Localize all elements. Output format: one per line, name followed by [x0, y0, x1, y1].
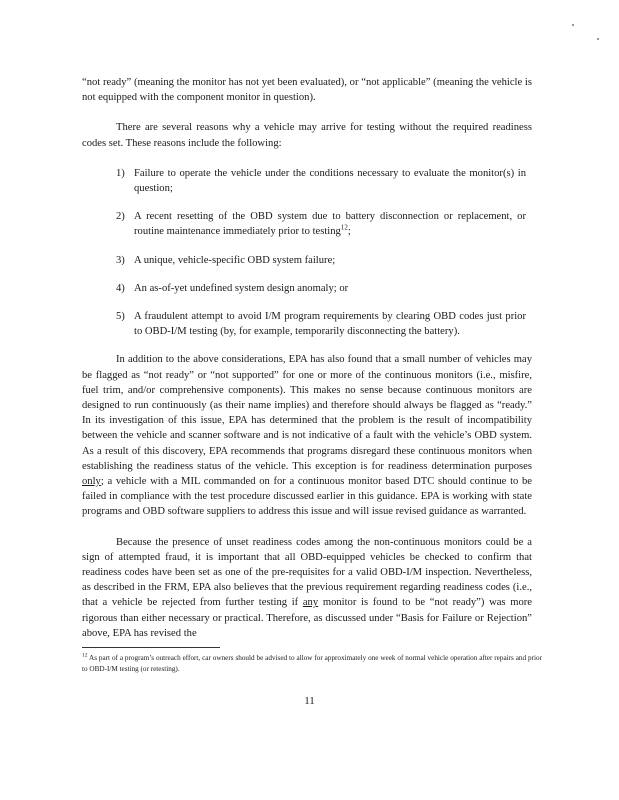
list-item [82, 309, 532, 339]
list-text: A fraudulent attempt to avoid I/M program requirements by clearing OBD codes just prior to OBD-I/M testing (by, for example, temporarily disconnecting the battery). [134, 311, 526, 338]
text-run: Because the presence of unset readiness codes among the non-continuous monitors could be a sign of attempted fraud, it is important that all OBD-equipped vehicles be checked to confirm that readiness codes have been set as one of the pre-requisites for a valid OBD-I/M inspection. Nevertheless, as described in the FRM, EPA also believes that the previous requirement regarding readiness codes (i.e., that a vehicle be rejected from further testing if [82, 536, 532, 609]
list-text-tail: ; [347, 226, 351, 238]
list-number: 1) [116, 167, 125, 179]
text-run: ; a vehicle with a MIL commanded on for a continuous monitor based DTC should continue to be failed in compliance with the test procedure discussed earlier in this guidance. EPA is working with state programs and OBD software suppliers to address this issue and will issue revised guidance as warranted. [82, 476, 532, 518]
list-text: Failure to operate the vehicle under the conditions necessary to evaluate the monitor(s) in question; [134, 167, 526, 195]
scan-speck [597, 38, 599, 40]
list-number: 4) [116, 282, 125, 294]
list-text: A unique, vehicle-specific OBD system failure; [134, 254, 336, 266]
list-number: 5) [116, 311, 125, 323]
footnote [82, 653, 542, 675]
body-text [82, 75, 532, 641]
text-run: monitor is found to be “not ready”) was more rigorous than either necessary or practical. Therefore, as discussed under “Basis for Failure or Rejection” above, EPA has revised the [82, 597, 532, 639]
list-number: 2) [116, 211, 125, 223]
list-text: An as-of-yet undefined system design anomaly; or [134, 282, 349, 294]
list-item [82, 281, 532, 296]
scan-speck [572, 24, 574, 26]
list-item [82, 253, 532, 268]
paragraph-reasons-intro: There are several reasons why a vehicle may arrive for testing without the required readiness codes set. These reasons include the following: [82, 122, 532, 149]
underlined-word: any [302, 597, 319, 609]
list-number: 3) [116, 254, 125, 266]
reasons-list [82, 166, 532, 340]
underlined-word: only [82, 476, 101, 488]
text-run: In addition to the above considerations, EPA has also found that a small number of vehicles may be flagged as “not ready” or “not supported” for one or more of the continuous monitors (i.e., misfire, fuel trim, and/or comprehensive components). This makes no sense because continuous monitors are designed to run continuously (as their name implies) and therefore should always be flagged as “ready.” In its investigation of this issue, EPA has determined that the problem is the result of incompatibility between the vehicle and scanner software and is not indicative of a fault with the vehicle’s OBD system. As a result of this discovery, EPA recommends that programs disregard these continuous monitors when establishing the readiness status of the vehicle. This exception is for readiness determination purposes [82, 354, 532, 472]
footnote-text: As part of a program’s outreach effort, car owners should be advised to allow for approximately one week of normal vehicle operation after repairs and prior to OBD-I/M testing (or retesting). [82, 654, 542, 673]
page-number: 11 [304, 695, 315, 707]
paragraph-continuous-monitors [82, 352, 532, 519]
list-text: A recent resetting of the OBD system due to battery disconnection or replacement, or routine maintenance immediately prior to testing [134, 211, 526, 238]
paragraph-continuation: “not ready” (meaning the monitor has not yet been evaluated), or “not applicable” (meaning the vehicle is not equipped with the component monitor in question). [82, 77, 532, 104]
list-item [82, 209, 532, 239]
footnote-separator [82, 647, 220, 648]
list-item [82, 166, 532, 196]
footnote-reference: 12 [340, 223, 348, 232]
paragraph-unset-readiness [82, 535, 532, 641]
footnote-number: 12 [82, 652, 88, 659]
